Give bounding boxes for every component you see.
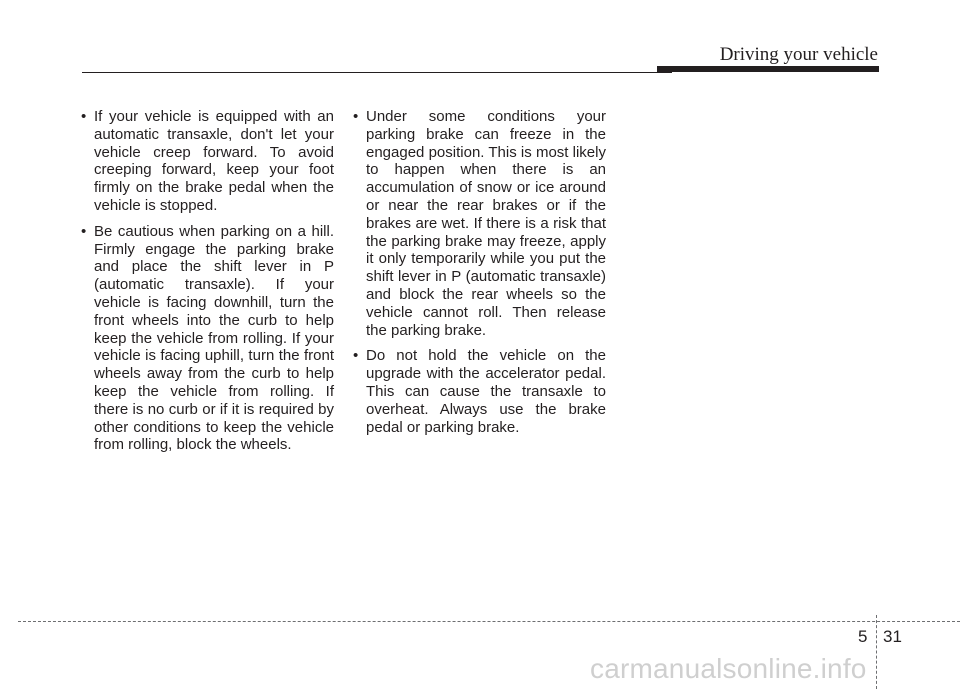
bullet-mark: • — [353, 108, 359, 125]
bullet-mark: • — [81, 222, 87, 240]
bullet-item — [350, 347, 606, 436]
bullet-item — [350, 108, 606, 339]
footer-dashed-rule — [18, 621, 960, 622]
bullet-text: Do not hold the vehicle on the upgrade with the accelerator pedal. This can cause the transaxle to overheat. Always use the brake pedal or parking brake. — [366, 347, 606, 436]
header-rule-thick — [657, 66, 879, 72]
section-title: Driving your vehicle — [719, 44, 878, 65]
bullet-text: If your vehicle is equipped with an automatic transaxle, don't let your vehicle creep forward. To avoid creeping forward, keep your foot firmly on the brake pedal when the vehicle is stopped. — [94, 108, 334, 214]
bullet-text: Be cautious when parking on a hill. Firmly engage the parking brake and place the shift lever in P (automatic transaxle). If your vehicle is facing downhill, turn the front wheels into the curb to help keep the vehicle from rolling. If your vehicle is facing uphill, turn the front wheels away from the curb to help keep the vehicle from rolling. If there is no curb or if it is required by other conditions to keep the vehicle from rolling, block the wheels. — [94, 222, 334, 454]
bullet-item — [78, 223, 334, 454]
bullet-item — [78, 108, 334, 215]
left-column — [78, 108, 334, 462]
right-column — [350, 108, 606, 444]
bullet-mark: • — [81, 108, 87, 125]
bullet-mark: • — [353, 347, 359, 365]
chapter-number: 5 — [858, 627, 868, 646]
header-rule-thin — [82, 72, 672, 73]
bullet-text: Under some conditions your parking brake can freeze in the engaged position. This is most likely to happen when there is an accumulation of snow or ice around or near the rear brakes or if the brakes are wet. If there is a risk that the parking brake may freeze, apply it only temporarily while you put the shift lever in P (automatic transaxle) and block the rear wheels so the vehicle cannot roll. Then release the parking brake. — [366, 108, 606, 339]
watermark-text: carmanualsonline.info — [590, 653, 867, 684]
page-number: 31 — [883, 627, 902, 646]
